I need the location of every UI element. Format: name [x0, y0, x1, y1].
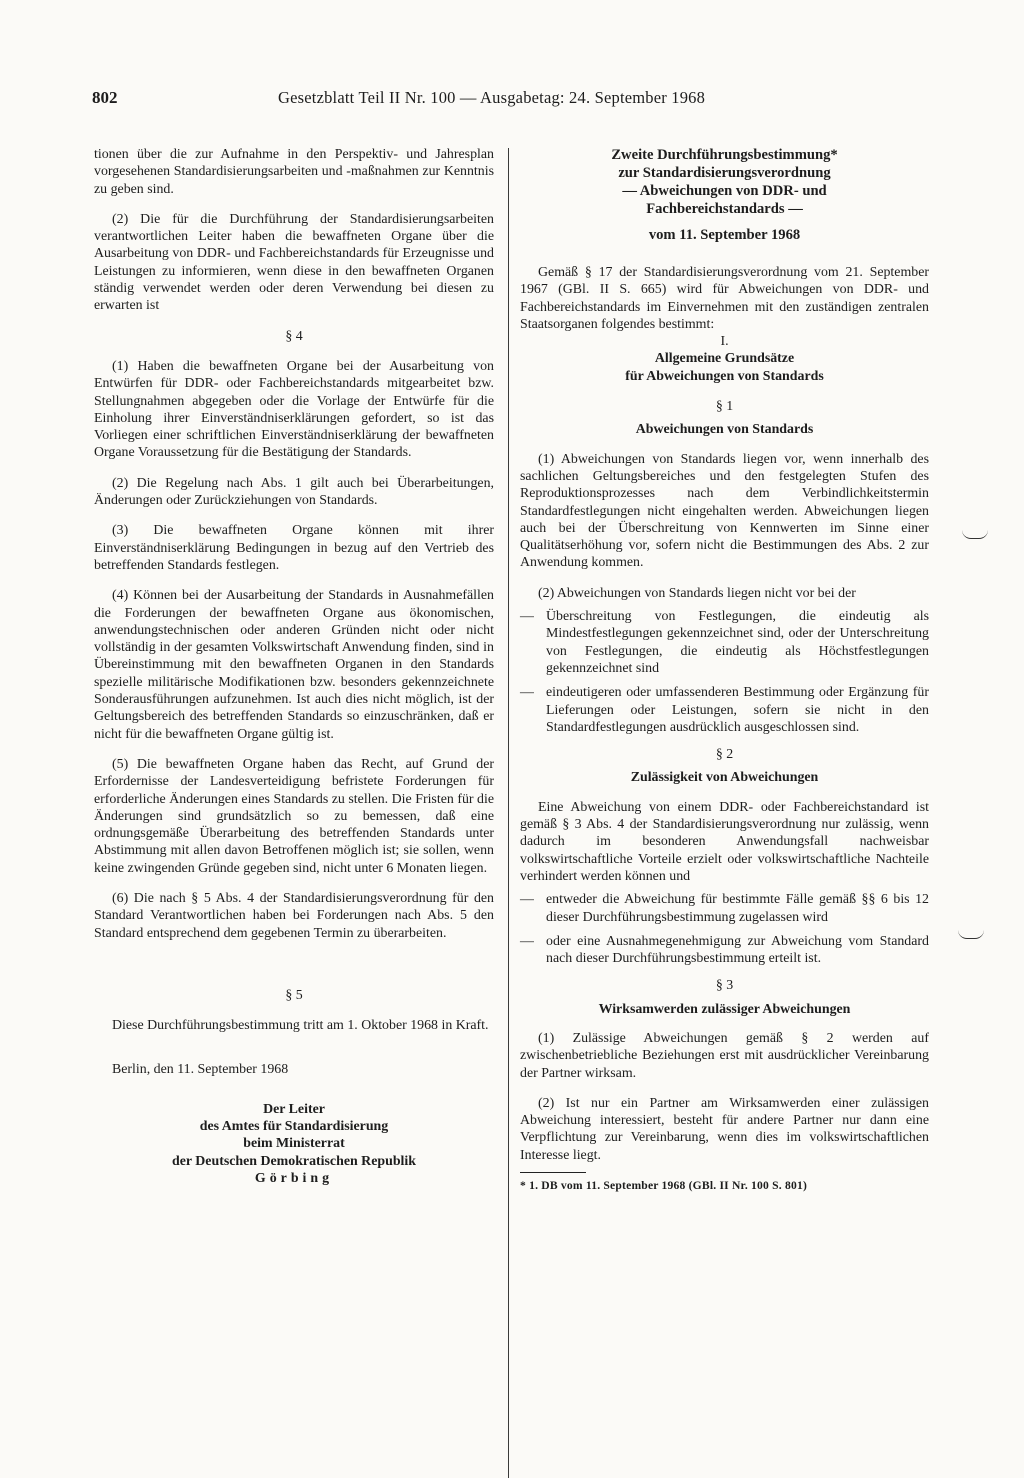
dash-item — [520, 891, 929, 926]
section-heading: § 4 — [285, 328, 303, 344]
margin-mark — [962, 530, 988, 539]
signature-line: Der Leiter — [263, 1101, 325, 1117]
signature-line: beim Ministerrat — [243, 1136, 345, 1152]
dash-text: Überschreitung von Festlegungen, die eindeutig als Mindestfestlegungen gekennzeichnet sind, oder der Unterschreitung von Festlegungen, die eindeutig als Höchstfestlegungen gekennzeichnet sind — [546, 609, 929, 676]
paragraph: (1) Abweichungen von Standards liegen vor, wenn innerhalb des sachlichen Geltungsbereiches und den festgelegten Stufen des Reproduktionsprozesses nach dem Verbindlichkeitstermin Standardfestlegungen nicht eingehalten werden. Abweichungen liegen auch bei der Überschreitung von Kennwerten im Sinne einer Qualitätserhöhung vor, sofern nicht die Bestimmungen des Abs. 2 zur Anwendung kommen. — [520, 451, 929, 571]
paragraph: (3) Die bewaffneten Organe können mit ihrer Einverständniserklärung Bedingungen in bezug auf den Vertrieb des betreffenden Standards festlegen. — [94, 523, 494, 573]
dash-mark: — — [520, 685, 534, 701]
dash-item — [520, 933, 929, 968]
title-line: Fachbereichstandards — — [646, 201, 803, 217]
dash-text: entweder die Abweichung für bestimmte Fälle gemäß §§ 6 bis 12 dieser Durchführungsbestimmung zugelassen wird — [546, 892, 929, 925]
part-number: I. — [720, 334, 729, 350]
section-heading: § 3 — [715, 978, 734, 994]
header-title: Gesetzblatt Teil II Nr. 100 — Ausgabetag: 24. September 1968 — [278, 88, 706, 107]
dash-item — [520, 608, 929, 677]
part-title: für Abweichungen von Standards — [625, 368, 824, 384]
left-column — [94, 146, 494, 1187]
dash-item — [520, 684, 929, 736]
paragraph: (2) Die für die Durchführung der Standardisierungsarbeiten verantwortlichen Leiter haben die bewaffneten Organe über die Ausarbeitung von DDR- und Fachbereichstandards für Erzeugnisse und Leistungen zu informieren, wenn diese in den bewaffneten Organen ständig verwendet werden oder deren Verwendung bei diesen zu erwarten ist — [94, 211, 494, 314]
paragraph: Eine Abweichung von einem DDR- oder Fachbereichstandard ist gemäß § 3 Abs. 4 der Standardisierungsverordnung nur zulässig, wenn dadurch im besonderen Anwendungsfall nachweisbar volkswirtschaftliche Vorteile erzielt oder volkswirtschaftliche Nachteile verhindert werden können und — [520, 799, 929, 884]
page-header — [92, 88, 932, 112]
continuation-paragraph: tionen über die zur Aufnahme in den Perspektiv- und Jahresplan vorgesehenen Standardisierungsarbeiten und -maßnahmen zur Kenntnis zu geben sind. — [94, 147, 494, 197]
section-title: Wirksamwerden zulässiger Abweichungen — [598, 1001, 851, 1017]
document-title — [520, 146, 929, 244]
paragraph: Gemäß § 17 der Standardisierungsverordnung vom 21. September 1967 (GBl. II S. 665) wird für Abweichungen von DDR- und Fachbereichstandards im Einvernehmen mit den zuständigen zentralen Staatsorganen folgendes bestimmt: — [520, 265, 929, 332]
place-date: Berlin, den 11. September 1968 — [112, 1062, 289, 1078]
dash-mark: — — [520, 892, 534, 908]
signature-block — [94, 1101, 494, 1187]
section-title: Abweichungen von Standards — [635, 422, 814, 438]
column-divider — [508, 148, 509, 1478]
right-column — [520, 146, 929, 1194]
footnote-rule — [520, 1172, 586, 1173]
section-title: Zulässigkeit von Abweichungen — [630, 770, 819, 786]
paragraph: (4) Können bei der Ausarbeitung der Standards in Ausnahmefällen die Forderungen der bewaffneten Organe aus ökonomischen, anwendungstechnischen oder anderen Gründen nicht oder nicht vollständig in der gesamten Volkswirtschaft Anwendung finden, sind in Übereinstimmung mit den bewaffneten Organen in den Standards spezielle militärische Modifikationen bzw. besonders gekennzeichnete Sonderausführungen aufzunehmen. Ist auch dies nicht möglich, ist der Geltungsbereich des betreffenden Standards so einzuschränken, daß er nicht für die bewaffneten Organe gültig ist. — [94, 588, 494, 742]
page-number: 802 — [92, 88, 118, 107]
paragraph: (6) Die nach § 5 Abs. 4 der Standardisierungsverordnung für den Standard Verantwortlichen haben bei Forderungen nach Abs. 5 den Standard entsprechend dem gegebenen Termin zu überarbeiten. — [94, 890, 494, 941]
dash-mark: — — [520, 609, 534, 625]
signature-line: der Deutschen Demokratischen Republik — [172, 1153, 416, 1169]
paragraph: (5) Die bewaffneten Organe haben das Recht, auf Grund der Erfordernisse der Landesverteidigung befristete Forderungen für erforderliche Änderungen eines Standards zu stellen. Die Fristen für die Änderungen sind grundsätzlich so zu bemessen, daß eine ordnungsgemäße Überarbeitung des betreffenden Standards unter Abstimmung mit allen davon Betroffenen möglich ist; sie sollen, wenn keine zwingenden Gründe gegeben sind, nicht unter 6 Monaten liegen. — [94, 756, 494, 876]
signature-line: des Amtes für Standardisierung — [199, 1119, 389, 1135]
signer-name: Görbing — [254, 1170, 334, 1186]
section-heading: § 2 — [715, 747, 734, 763]
title-line: zur Standardisierungsverordnung — [618, 165, 831, 181]
title-line: Zweite Durchführungsbestimmung* — [611, 147, 838, 163]
paragraph: Diese Durchführungsbestimmung tritt am 1. Oktober 1968 in Kraft. — [112, 1018, 489, 1034]
section-heading: § 5 — [285, 987, 303, 1003]
paragraph: (1) Haben die bewaffneten Organe bei der Ausarbeitung von Entwürfen für DDR- oder Fachbereichstandards mitgearbeitet bzw. Stellungnahmen abgegeben oder die Vorlage der Entwürfe für die Einholung ihrer Einverständniserklärungen gefordert, so ist das Vorliegen einer schriftlichen Einverständniserklärung der bewaffneten Organe Voraussetzung für die Bestätigung der Standards. — [94, 358, 494, 461]
paragraph: (1) Zulässige Abweichungen gemäß § 2 werden auf zwischenbetriebliche Beziehungen erst mit ausdrücklicher Vereinbarung der Partner wirksam. — [520, 1030, 929, 1081]
dash-text: eindeutigeren oder umfassenderen Bestimmung oder Ergänzung für Lieferungen oder Leistungen, sofern sie nicht in den Standardfestlegungen ausdrücklich ausgeschlossen sind. — [546, 685, 929, 735]
footnote: * 1. DB vom 11. September 1968 (GBl. II Nr. 100 S. 801) — [520, 1179, 808, 1193]
paragraph: (2) Ist nur ein Partner am Wirksamwerden einer zulässigen Abweichung interessiert, besteht für andere Partner nur dann eine Verpflichtung zur Vereinbarung, wenn dies im volkswirtschaftlichen Interesse liegt. — [520, 1095, 929, 1163]
paragraph: (2) Die Regelung nach Abs. 1 gilt auch bei Überarbeitungen, Änderungen oder Zurückziehungen von Standards. — [94, 475, 494, 509]
paragraph: (2) Abweichungen von Standards liegen nicht vor bei der — [538, 585, 856, 601]
dash-mark: — — [520, 933, 534, 949]
document-date: vom 11. September 1968 — [648, 227, 801, 243]
part-title: Allgemeine Grundsätze — [654, 351, 795, 367]
margin-mark — [958, 930, 984, 939]
dash-text: oder eine Ausnahmegenehmigung zur Abweichung vom Standard nach dieser Durchführungsbestimmung erteilt ist. — [546, 933, 929, 967]
title-line: — Abweichungen von DDR- und — [622, 183, 827, 199]
section-heading: § 1 — [715, 399, 734, 415]
